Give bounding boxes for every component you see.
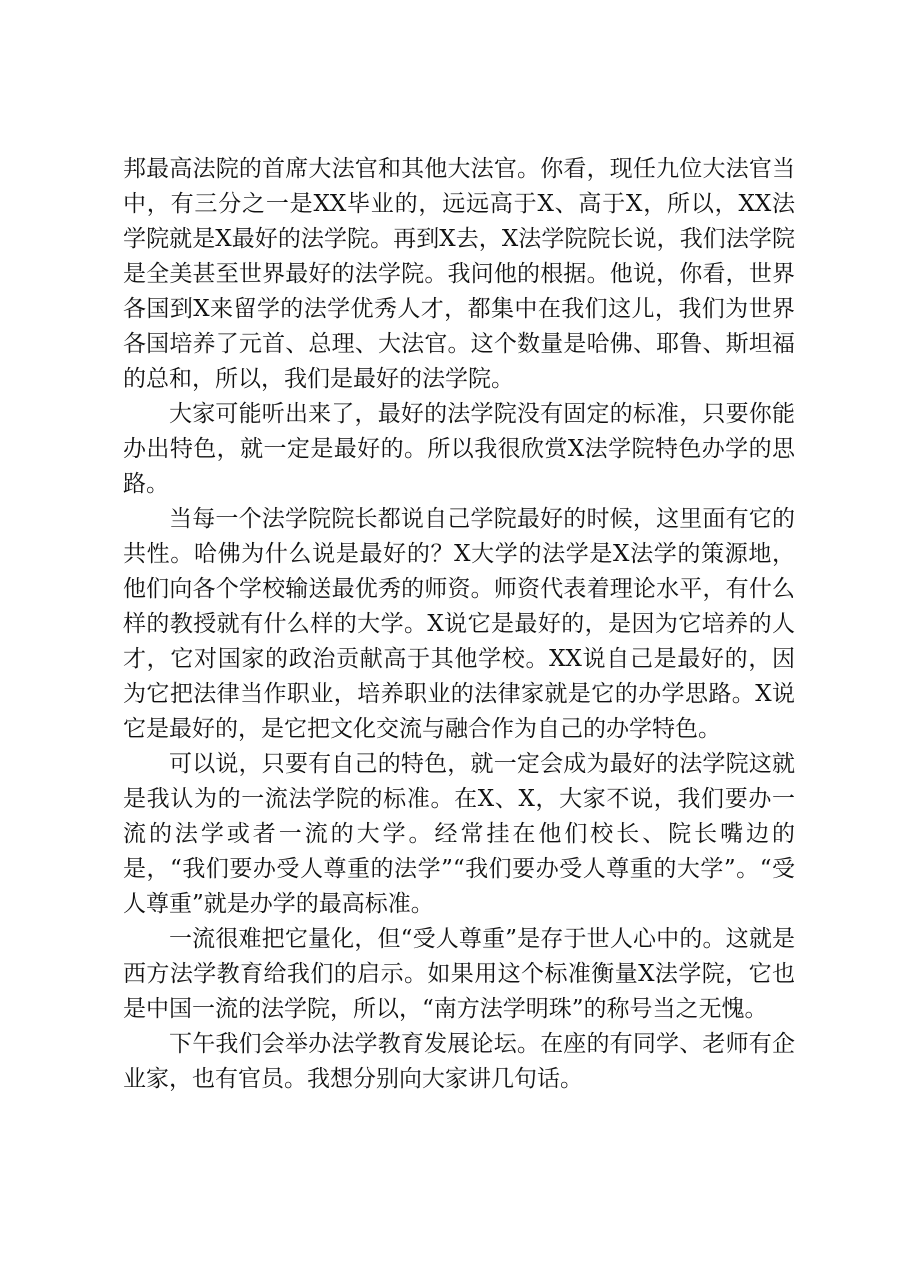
document-body xyxy=(123,152,795,1097)
paragraph: 一流很难把它量化，但“受人尊重”是存于世人心中的。这就是西方法学教育给我们的启示。如果用这个标准衡量X法学院，它也是中国一流的法学院，所以，“南方法学明珠”的称号当之无愧。 xyxy=(123,926,795,1022)
paragraph: 下午我们会举办法学教育发展论坛。在座的有同学、老师有企业家，也有官员。我想分别向大家讲几句话。 xyxy=(123,1031,795,1092)
paragraph-continued: 邦最高法院的首席大法官和其他大法官。你看，现任九位大法官当中，有三分之一是XX毕业的，远远高于X、高于X，所以，XX法学院就是X最好的法学院。再到X去，X法学院院长说，我们法学院是全美甚至世界最好的法学院。我问他的根据。他说，你看，世界各国到X来留学的法学优秀人才，都集中在我们这儿，我们为世界各国培养了元首、总理、大法官。这个数量是哈佛、耶鲁、斯坦福的总和，所以，我们是最好的法学院。 xyxy=(123,156,795,392)
paragraph: 大家可能听出来了，最好的法学院没有固定的标准，只要你能办出特色，就一定是最好的。所以我很欣赏X法学院特色办学的思路。 xyxy=(123,401,795,497)
paragraph: 当每一个法学院院长都说自己学院最好的时候，这里面有它的共性。哈佛为什么说是最好的？X大学的法学是X法学的策源地，他们向各个学校输送最优秀的师资。师资代表着理论水平，有什么样的教授就有什么样的大学。X说它是最好的，是因为它培养的人才，它对国家的政治贡献高于其他学校。XX说自己是最好的，因为它把法律当作职业，培养职业的法律家就是它的办学思路。X说它是最好的，是它把文化交流与融合作为自己的办学特色。 xyxy=(123,506,795,742)
paragraph: 可以说，只要有自己的特色，就一定会成为最好的法学院这就是我认为的一流法学院的标准。在X、X，大家不说，我们要办一流的法学或者一流的大学。经常挂在他们校长、院长嘴边的是，“我们要办受人尊重的法学”“我们要办受人尊重的大学”。“受人尊重”就是办学的最高标准。 xyxy=(123,751,795,917)
